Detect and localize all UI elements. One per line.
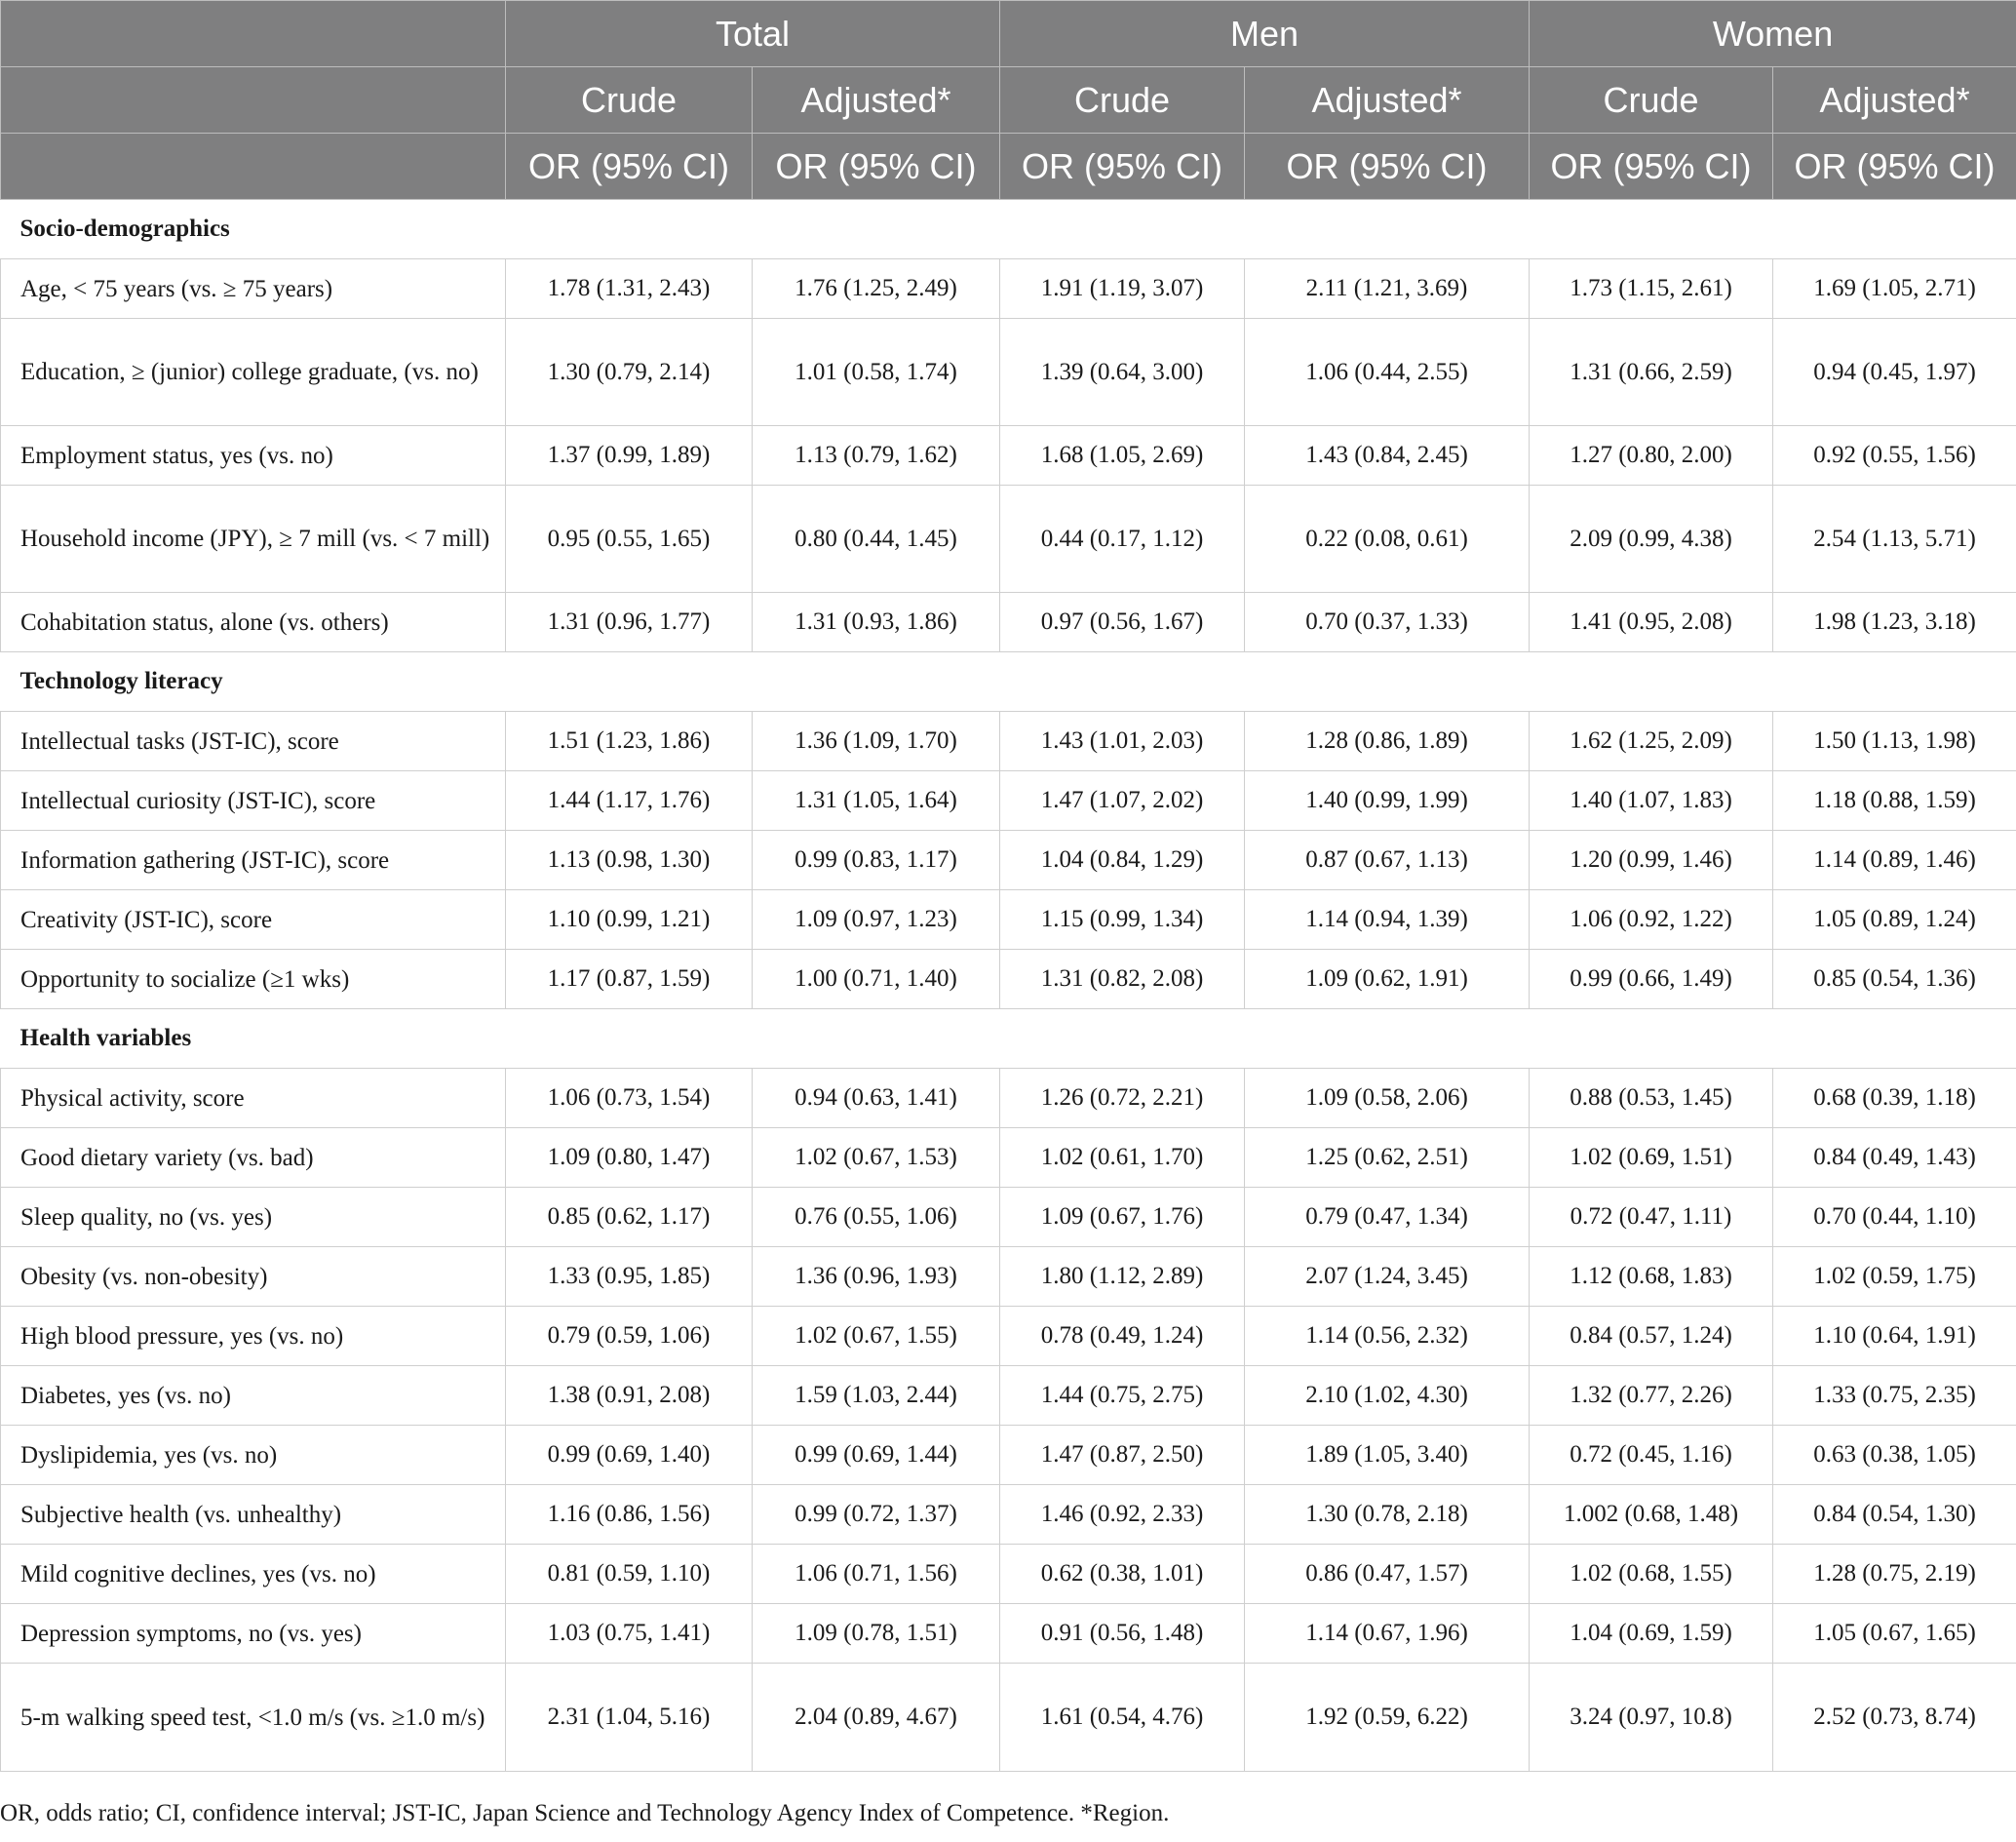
- or-ci-cell: 1.02 (0.67, 1.53): [753, 1128, 1000, 1188]
- header-blank: [1, 67, 506, 134]
- or-ci-cell: 1.31 (0.96, 1.77): [506, 593, 753, 652]
- or-ci-cell: 0.99 (0.72, 1.37): [753, 1485, 1000, 1545]
- or-ci-cell: 1.44 (1.17, 1.76): [506, 771, 753, 831]
- section-title: Socio-demographics: [1, 200, 2016, 259]
- header-or-ci: OR (95% CI): [1773, 134, 2016, 200]
- or-ci-cell: 1.98 (1.23, 3.18): [1773, 593, 2016, 652]
- or-ci-cell: 0.44 (0.17, 1.12): [1000, 486, 1245, 593]
- or-ci-cell: 1.92 (0.59, 6.22): [1245, 1664, 1530, 1772]
- or-ci-cell: 1.09 (0.80, 1.47): [506, 1128, 753, 1188]
- or-ci-cell: 1.31 (0.93, 1.86): [753, 593, 1000, 652]
- or-ci-cell: 1.06 (0.92, 1.22): [1530, 890, 1773, 950]
- or-ci-cell: 1.05 (0.67, 1.65): [1773, 1604, 2016, 1664]
- table-row: [1, 319, 2016, 426]
- or-ci-cell: 1.68 (1.05, 2.69): [1000, 426, 1245, 486]
- or-ci-cell: 1.06 (0.73, 1.54): [506, 1069, 753, 1128]
- header-total: Total: [506, 1, 1000, 67]
- row-label: Age, < 75 years (vs. ≥ 75 years): [1, 259, 506, 319]
- row-label: 5-m walking speed test, <1.0 m/s (vs. ≥1.0 m/s): [1, 1664, 506, 1772]
- or-ci-cell: 1.28 (0.75, 2.19): [1773, 1545, 2016, 1604]
- table-row: [1, 1247, 2016, 1307]
- or-ci-cell: 2.11 (1.21, 3.69): [1245, 259, 1530, 319]
- or-ci-cell: 1.32 (0.77, 2.26): [1530, 1366, 1773, 1426]
- or-ci-cell: 2.07 (1.24, 3.45): [1245, 1247, 1530, 1307]
- or-ci-cell: 1.03 (0.75, 1.41): [506, 1604, 753, 1664]
- table-row: [1, 1188, 2016, 1247]
- or-ci-cell: 1.18 (0.88, 1.59): [1773, 771, 2016, 831]
- row-label: High blood pressure, yes (vs. no): [1, 1307, 506, 1366]
- or-ci-cell: 1.41 (0.95, 2.08): [1530, 593, 1773, 652]
- header-or-ci: OR (95% CI): [753, 134, 1000, 200]
- header-total-crude: Crude: [506, 67, 753, 134]
- row-label: Creativity (JST-IC), score: [1, 890, 506, 950]
- row-label: Mild cognitive declines, yes (vs. no): [1, 1545, 506, 1604]
- header-or-ci: OR (95% CI): [1245, 134, 1530, 200]
- or-ci-cell: 1.02 (0.69, 1.51): [1530, 1128, 1773, 1188]
- table-row: [1, 1604, 2016, 1664]
- or-ci-cell: 1.28 (0.86, 1.89): [1245, 712, 1530, 771]
- or-ci-cell: 0.84 (0.49, 1.43): [1773, 1128, 2016, 1188]
- row-label: Opportunity to socialize (≥1 wks): [1, 950, 506, 1009]
- or-ci-cell: 0.85 (0.62, 1.17): [506, 1188, 753, 1247]
- table-body: [1, 200, 2016, 1772]
- or-ci-cell: 0.72 (0.45, 1.16): [1530, 1426, 1773, 1485]
- or-ci-cell: 1.02 (0.68, 1.55): [1530, 1545, 1773, 1604]
- or-ci-cell: 1.09 (0.62, 1.91): [1245, 950, 1530, 1009]
- section-row: [1, 1009, 2016, 1069]
- table-row: [1, 259, 2016, 319]
- or-ci-cell: 1.61 (0.54, 4.76): [1000, 1664, 1245, 1772]
- or-ci-cell: 1.91 (1.19, 3.07): [1000, 259, 1245, 319]
- table-footnote: OR, odds ratio; CI, confidence interval; JST-IC, Japan Science and Technology Agency Index of Competence. *Region.: [0, 1800, 1170, 1826]
- row-label: Household income (JPY), ≥ 7 mill (vs. < 7 mill): [1, 486, 506, 593]
- row-label: Education, ≥ (junior) college graduate, (vs. no): [1, 319, 506, 426]
- or-ci-cell: 1.26 (0.72, 2.21): [1000, 1069, 1245, 1128]
- or-ci-cell: 1.10 (0.99, 1.21): [506, 890, 753, 950]
- or-ci-cell: 1.51 (1.23, 1.86): [506, 712, 753, 771]
- or-ci-cell: 1.14 (0.89, 1.46): [1773, 831, 2016, 890]
- or-ci-cell: 2.52 (0.73, 8.74): [1773, 1664, 2016, 1772]
- or-ci-cell: 0.63 (0.38, 1.05): [1773, 1426, 2016, 1485]
- or-ci-cell: 1.59 (1.03, 2.44): [753, 1366, 1000, 1426]
- or-ci-cell: 1.00 (0.71, 1.40): [753, 950, 1000, 1009]
- or-ci-cell: 0.80 (0.44, 1.45): [753, 486, 1000, 593]
- section-title: Technology literacy: [1, 652, 2016, 712]
- row-label: Intellectual tasks (JST-IC), score: [1, 712, 506, 771]
- or-ci-cell: 0.70 (0.37, 1.33): [1245, 593, 1530, 652]
- or-ci-cell: 0.85 (0.54, 1.36): [1773, 950, 2016, 1009]
- or-ci-cell: 1.31 (0.66, 2.59): [1530, 319, 1773, 426]
- or-ci-cell: 0.68 (0.39, 1.18): [1773, 1069, 2016, 1128]
- or-ci-cell: 0.99 (0.69, 1.40): [506, 1426, 753, 1485]
- or-ci-cell: 0.84 (0.57, 1.24): [1530, 1307, 1773, 1366]
- table-header: [1, 1, 2016, 200]
- or-ci-cell: 1.80 (1.12, 2.89): [1000, 1247, 1245, 1307]
- or-ci-cell: 1.44 (0.75, 2.75): [1000, 1366, 1245, 1426]
- or-ci-cell: 0.78 (0.49, 1.24): [1000, 1307, 1245, 1366]
- table-row: [1, 712, 2016, 771]
- or-ci-cell: 0.97 (0.56, 1.67): [1000, 593, 1245, 652]
- table-row: [1, 1128, 2016, 1188]
- table-row: [1, 1485, 2016, 1545]
- section-title: Health variables: [1, 1009, 2016, 1069]
- or-ci-cell: 1.12 (0.68, 1.83): [1530, 1247, 1773, 1307]
- or-ci-cell: 3.24 (0.97, 10.8): [1530, 1664, 1773, 1772]
- or-ci-cell: 1.33 (0.75, 2.35): [1773, 1366, 2016, 1426]
- row-label: Information gathering (JST-IC), score: [1, 831, 506, 890]
- or-ci-cell: 2.04 (0.89, 4.67): [753, 1664, 1000, 1772]
- header-row-groups: [1, 1, 2016, 67]
- or-ci-cell: 1.39 (0.64, 3.00): [1000, 319, 1245, 426]
- or-ci-cell: 1.06 (0.71, 1.56): [753, 1545, 1000, 1604]
- table-row: [1, 1664, 2016, 1772]
- or-ci-cell: 0.72 (0.47, 1.11): [1530, 1188, 1773, 1247]
- or-ci-cell: 0.99 (0.69, 1.44): [753, 1426, 1000, 1485]
- or-ci-cell: 1.09 (0.78, 1.51): [753, 1604, 1000, 1664]
- row-label: Good dietary variety (vs. bad): [1, 1128, 506, 1188]
- or-ci-cell: 1.15 (0.99, 1.34): [1000, 890, 1245, 950]
- or-ci-cell: 1.31 (1.05, 1.64): [753, 771, 1000, 831]
- table-row: [1, 831, 2016, 890]
- or-ci-cell: 1.33 (0.95, 1.85): [506, 1247, 753, 1307]
- table-row: [1, 771, 2016, 831]
- row-label: Obesity (vs. non-obesity): [1, 1247, 506, 1307]
- or-ci-cell: 1.36 (1.09, 1.70): [753, 712, 1000, 771]
- header-or-ci: OR (95% CI): [1000, 134, 1245, 200]
- or-ci-cell: 0.84 (0.54, 1.30): [1773, 1485, 2016, 1545]
- row-label: Sleep quality, no (vs. yes): [1, 1188, 506, 1247]
- or-ci-cell: 1.10 (0.64, 1.91): [1773, 1307, 2016, 1366]
- or-ci-cell: 0.86 (0.47, 1.57): [1245, 1545, 1530, 1604]
- or-ci-cell: 1.02 (0.67, 1.55): [753, 1307, 1000, 1366]
- or-ci-cell: 0.22 (0.08, 0.61): [1245, 486, 1530, 593]
- table-row: [1, 1426, 2016, 1485]
- table-row: [1, 890, 2016, 950]
- table-row: [1, 1307, 2016, 1366]
- or-ci-cell: 1.76 (1.25, 2.49): [753, 259, 1000, 319]
- or-ci-cell: 1.40 (0.99, 1.99): [1245, 771, 1530, 831]
- header-women-crude: Crude: [1530, 67, 1773, 134]
- or-ci-cell: 1.47 (1.07, 2.02): [1000, 771, 1245, 831]
- or-ci-cell: 2.31 (1.04, 5.16): [506, 1664, 753, 1772]
- or-ci-cell: 1.36 (0.96, 1.93): [753, 1247, 1000, 1307]
- or-ci-cell: 1.78 (1.31, 2.43): [506, 259, 753, 319]
- row-label: Intellectual curiosity (JST-IC), score: [1, 771, 506, 831]
- row-label: Physical activity, score: [1, 1069, 506, 1128]
- or-ci-cell: 1.89 (1.05, 3.40): [1245, 1426, 1530, 1485]
- or-ci-cell: 0.88 (0.53, 1.45): [1530, 1069, 1773, 1128]
- or-ci-cell: 1.25 (0.62, 2.51): [1245, 1128, 1530, 1188]
- or-ci-cell: 0.70 (0.44, 1.10): [1773, 1188, 2016, 1247]
- or-ci-cell: 0.91 (0.56, 1.48): [1000, 1604, 1245, 1664]
- or-ci-cell: 1.69 (1.05, 2.71): [1773, 259, 2016, 319]
- table-row: [1, 593, 2016, 652]
- or-ci-cell: 1.43 (0.84, 2.45): [1245, 426, 1530, 486]
- or-ci-cell: 1.16 (0.86, 1.56): [506, 1485, 753, 1545]
- or-ci-cell: 1.06 (0.44, 2.55): [1245, 319, 1530, 426]
- row-label: Subjective health (vs. unhealthy): [1, 1485, 506, 1545]
- row-label: Cohabitation status, alone (vs. others): [1, 593, 506, 652]
- or-ci-cell: 0.95 (0.55, 1.65): [506, 486, 753, 593]
- or-ci-cell: 2.10 (1.02, 4.30): [1245, 1366, 1530, 1426]
- or-ci-cell: 1.13 (0.98, 1.30): [506, 831, 753, 890]
- or-ci-cell: 1.46 (0.92, 2.33): [1000, 1485, 1245, 1545]
- or-ci-cell: 1.73 (1.15, 2.61): [1530, 259, 1773, 319]
- header-men: Men: [1000, 1, 1530, 67]
- or-ci-cell: 1.30 (0.78, 2.18): [1245, 1485, 1530, 1545]
- or-ci-cell: 0.92 (0.55, 1.56): [1773, 426, 2016, 486]
- or-ci-cell: 1.20 (0.99, 1.46): [1530, 831, 1773, 890]
- or-ci-cell: 0.99 (0.83, 1.17): [753, 831, 1000, 890]
- table-row: [1, 486, 2016, 593]
- or-ci-cell: 1.05 (0.89, 1.24): [1773, 890, 2016, 950]
- header-blank: [1, 1, 506, 67]
- header-or-ci: OR (95% CI): [506, 134, 753, 200]
- or-ci-cell: 0.79 (0.59, 1.06): [506, 1307, 753, 1366]
- table-row: [1, 1069, 2016, 1128]
- table-row: [1, 426, 2016, 486]
- row-label: Dyslipidemia, yes (vs. no): [1, 1426, 506, 1485]
- or-ci-cell: 1.14 (0.67, 1.96): [1245, 1604, 1530, 1664]
- or-ci-cell: 1.09 (0.58, 2.06): [1245, 1069, 1530, 1128]
- or-ci-cell: 1.02 (0.61, 1.70): [1000, 1128, 1245, 1188]
- header-row-metric: [1, 134, 2016, 200]
- or-ci-cell: 1.17 (0.87, 1.59): [506, 950, 753, 1009]
- or-ci-cell: 2.09 (0.99, 4.38): [1530, 486, 1773, 593]
- or-ci-cell: 1.04 (0.84, 1.29): [1000, 831, 1245, 890]
- or-ci-cell: 1.14 (0.56, 2.32): [1245, 1307, 1530, 1366]
- or-ci-cell: 0.94 (0.45, 1.97): [1773, 319, 2016, 426]
- header-blank: [1, 134, 506, 200]
- or-ci-cell: 1.47 (0.87, 2.50): [1000, 1426, 1245, 1485]
- or-ci-cell: 0.87 (0.67, 1.13): [1245, 831, 1530, 890]
- row-label: Employment status, yes (vs. no): [1, 426, 506, 486]
- or-ci-cell: 0.81 (0.59, 1.10): [506, 1545, 753, 1604]
- or-ci-cell: 1.40 (1.07, 1.83): [1530, 771, 1773, 831]
- header-women-adjusted: Adjusted*: [1773, 67, 2016, 134]
- or-ci-cell: 1.30 (0.79, 2.14): [506, 319, 753, 426]
- header-men-crude: Crude: [1000, 67, 1245, 134]
- or-ci-cell: 0.76 (0.55, 1.06): [753, 1188, 1000, 1247]
- table-row: [1, 950, 2016, 1009]
- or-ci-cell: 2.54 (1.13, 5.71): [1773, 486, 2016, 593]
- section-row: [1, 652, 2016, 712]
- header-row-models: [1, 67, 2016, 134]
- header-or-ci: OR (95% CI): [1530, 134, 1773, 200]
- or-ci-cell: 1.50 (1.13, 1.98): [1773, 712, 2016, 771]
- or-ci-cell: 1.14 (0.94, 1.39): [1245, 890, 1530, 950]
- or-ci-cell: 1.01 (0.58, 1.74): [753, 319, 1000, 426]
- header-women: Women: [1530, 1, 2016, 67]
- or-ci-cell: 1.37 (0.99, 1.89): [506, 426, 753, 486]
- row-label: Depression symptoms, no (vs. yes): [1, 1604, 506, 1664]
- table-row: [1, 1545, 2016, 1604]
- or-ci-cell: 1.62 (1.25, 2.09): [1530, 712, 1773, 771]
- section-row: [1, 200, 2016, 259]
- or-ci-cell: 1.09 (0.67, 1.76): [1000, 1188, 1245, 1247]
- or-ci-cell: 1.43 (1.01, 2.03): [1000, 712, 1245, 771]
- or-ci-cell: 0.62 (0.38, 1.01): [1000, 1545, 1245, 1604]
- or-ci-cell: 1.13 (0.79, 1.62): [753, 426, 1000, 486]
- or-ci-cell: 1.31 (0.82, 2.08): [1000, 950, 1245, 1009]
- or-ci-cell: 1.002 (0.68, 1.48): [1530, 1485, 1773, 1545]
- row-label: Diabetes, yes (vs. no): [1, 1366, 506, 1426]
- or-ci-cell: 0.94 (0.63, 1.41): [753, 1069, 1000, 1128]
- or-ci-cell: 0.79 (0.47, 1.34): [1245, 1188, 1530, 1247]
- header-total-adjusted: Adjusted*: [753, 67, 1000, 134]
- or-ci-cell: 1.27 (0.80, 2.00): [1530, 426, 1773, 486]
- or-ci-cell: 1.02 (0.59, 1.75): [1773, 1247, 2016, 1307]
- or-ci-cell: 1.04 (0.69, 1.59): [1530, 1604, 1773, 1664]
- or-ci-cell: 1.38 (0.91, 2.08): [506, 1366, 753, 1426]
- header-men-adjusted: Adjusted*: [1245, 67, 1530, 134]
- or-ci-cell: 1.09 (0.97, 1.23): [753, 890, 1000, 950]
- or-ci-cell: 0.99 (0.66, 1.49): [1530, 950, 1773, 1009]
- table-row: [1, 1366, 2016, 1426]
